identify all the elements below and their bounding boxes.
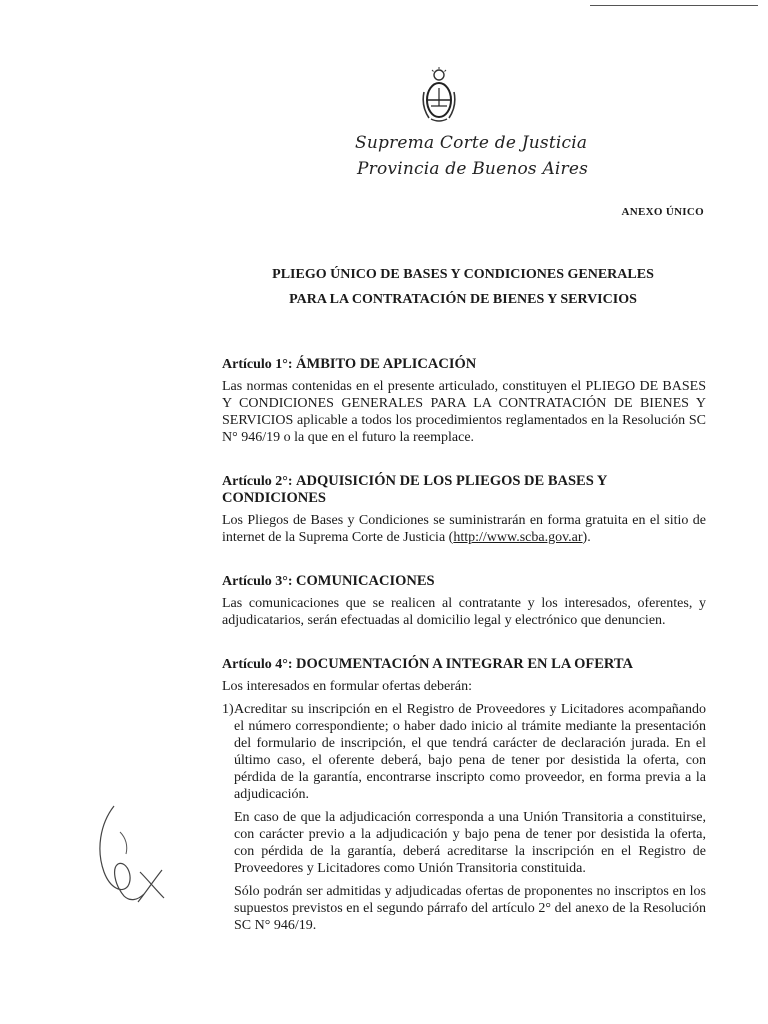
article-heading <box>222 573 706 590</box>
article-number: Artículo 1°: <box>222 357 293 372</box>
article-paragraph: En caso de que la adjudicación corresponda a una Unión Transitoria a constituirse, con carácter previo a la adjudicación y bajo pena de tener por desistida la oferta, con pérdida de la garantía, deberá acreditarse la inscripción en el Registro de Proveedores y Licitadores como Unión Transitoria constituida. <box>234 810 706 876</box>
article-text: Las comunicaciones que se realicen al contratante y los interesados, oferentes, y adjudicatarios, serán efectuadas al domicilio legal y electrónico que denuncien. <box>222 596 706 628</box>
signature-icon <box>92 802 172 912</box>
article-heading <box>222 356 706 373</box>
scba-website-link[interactable]: http://www.scba.gov.ar <box>453 530 583 545</box>
article-heading <box>222 656 706 673</box>
article-title: DOCUMENTACIÓN A INTEGRAR EN LA OFERTA <box>296 656 633 672</box>
article-title: ÁMBITO DE APLICACIÓN <box>296 356 477 372</box>
article-paragraph: Sólo podrán ser admitidas y adjudicadas ofertas de proponentes no inscriptos en los supuestos previstos en el segundo párrafo del artículo 2° del anexo de la Resolución SC N° 946/19. <box>234 884 706 933</box>
article-heading <box>222 473 706 507</box>
article-4 <box>222 656 706 934</box>
article-2 <box>222 473 706 546</box>
top-rule <box>590 5 758 6</box>
article-text: Las normas contenidas en el presente articulado, constituyen el PLIEGO DE BASES Y CONDICIONES GENERALES PARA LA CONTRATACIÓN DE BIENES Y SERVICIOS aplicable a todos los procedimientos reglamentados en la Resolución SC N° 946/19 o la que en el futuro la reemplace. <box>222 379 706 445</box>
article-number: Artículo 2°: <box>222 474 293 489</box>
article-1 <box>222 356 706 446</box>
institution-header <box>355 130 588 182</box>
article-number: Artículo 4°: <box>222 657 293 672</box>
article-text <box>222 512 706 546</box>
list-item-continuation <box>234 809 706 934</box>
document-body <box>222 356 706 956</box>
list-item-number: 1) <box>222 702 234 717</box>
list-item-text: Acreditar su inscripción en el Registro de Proveedores y Licitadores acompañando el número correspondiente; o haber dado inicio al trámite mediante la presentación del formulario de inscripción, el que tendrá carácter de declaración jurada. En el último caso, el oferente deberá, bajo pena de tener por desistida la oferta, con pérdida de la garantía, encontrarse inscripto como proveedor, en forma previa a la adjudicación. <box>234 702 706 802</box>
article-text-part: Los Pliegos de Bases y Condiciones se suministrarán en forma gratuita en el sitio de internet de la Suprema Corte de Justicia ( <box>222 513 706 545</box>
document-title <box>222 262 704 312</box>
institution-name: Suprema Corte de Justicia <box>355 133 588 153</box>
coat-of-arms-icon <box>421 66 457 124</box>
institution-province: Provincia de Buenos Aires <box>357 159 589 179</box>
article-intro: Los interesados en formular ofertas deberán: <box>222 679 472 694</box>
annex-label: ANEXO ÚNICO <box>621 206 704 218</box>
list-item <box>222 701 706 803</box>
article-number: Artículo 3°: <box>222 574 293 589</box>
title-line-2: PARA LA CONTRATACIÓN DE BIENES Y SERVICIOS <box>289 292 637 307</box>
article-text-part: ). <box>582 530 591 545</box>
article-title: ADQUISICIÓN DE LOS PLIEGOS DE BASES Y CONDICIONES <box>222 473 607 506</box>
title-line-1: PLIEGO ÚNICO DE BASES Y CONDICIONES GENERALES <box>272 267 654 282</box>
article-title: COMUNICACIONES <box>296 573 435 589</box>
article-3 <box>222 573 706 629</box>
